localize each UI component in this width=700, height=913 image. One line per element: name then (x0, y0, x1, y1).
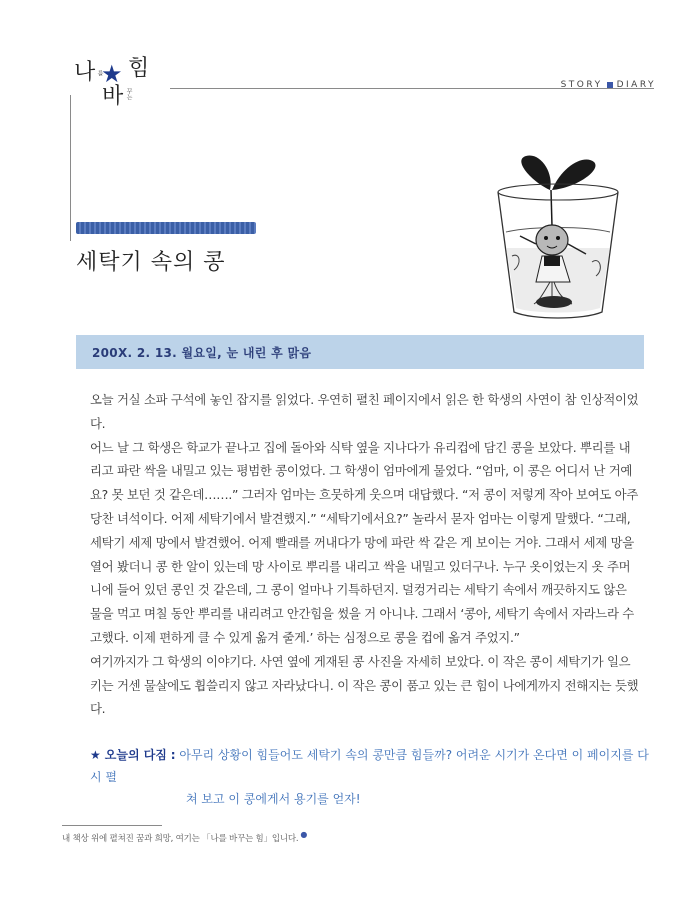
body-line: 당찬 녀석이다. 어제 세탁기에서 발견했지.” “세탁기에서요?” 놀라서 묻자 엄마는 이렇게 말했다. “그래, (90, 510, 631, 526)
star-icon: ★ (90, 748, 101, 762)
margin-rule (70, 95, 71, 241)
body-paragraph-2 (90, 436, 650, 650)
square-icon (607, 82, 613, 88)
body-line: 리고 파란 싹을 내밀고 있는 평범한 콩이었다. 그 학생이 엄마에게 물었다. “엄마, 이 콩은 어디서 난 거예 (90, 463, 633, 479)
logo-syllable-na: 나 (74, 60, 96, 85)
body-line: 세탁기 세제 망에서 발견했어. 어제 빨래를 꺼내다가 망에 파란 싹 같은 게 보이는 거야. 그래서 세제 망을 (90, 534, 634, 550)
todays-resolution (90, 744, 650, 810)
body-line: 요? 못 보던 것 같은데…….” 그러자 엄마는 흐뭇하게 웃으며 대답했다. “저 콩이 저렇게 작아 보여도 아주 (90, 487, 638, 503)
footer-caption (62, 830, 307, 844)
star-icon: ★ (101, 60, 123, 88)
resolution-line-1 (90, 744, 650, 788)
body-paragraph-3 (90, 650, 650, 721)
body-line: 다. (90, 701, 106, 717)
series-word-story: STORY (560, 80, 603, 90)
body-line: 고했다. 이제 편하게 클 수 있게 옮겨 줄게.’ 하는 심정으로 콩을 컵에 옮겨 주었지.” (90, 629, 520, 645)
body-line: 키는 거센 물살에도 휩쓸리지 않고 자라났다니. 이 작은 콩이 품고 있는 큰 힘이 나에게까지 전해지는 듯했 (90, 677, 639, 693)
resolution-text: 아무리 상황이 힘들어도 세탁기 속의 콩만큼 힘들까? 어려운 시기가 온다면 이 페이지를 다시 펼 (90, 748, 649, 784)
footer-text: 내 책상 위에 펼쳐진 꿈과 희망, 여기는 「나를 바꾸는 힘」입니다. (62, 833, 299, 844)
dot-icon: ● (300, 830, 308, 839)
body-line: 열어 봤더니 콩 한 알이 있는데 망 사이로 뿌리를 내리고 싹을 내밀고 있더구나. 누구 옷이었는지 옷 주머 (90, 558, 631, 574)
series-word-diary: DIARY (616, 80, 656, 90)
magazine-logo (74, 56, 174, 112)
body-line: 오늘 거실 소파 구석에 놓인 잡지를 읽었다. 우연히 펼친 페이지에서 읽은 한 학생의 사연이 참 인상적이었 (90, 392, 639, 407)
bean-sprout-in-glass-illustration (492, 152, 624, 320)
resolution-line-2: 쳐 보고 이 콩에게서 용기를 얻자! (186, 792, 361, 806)
date-weather-text: 200X. 2. 13. 월요일, 눈 내린 후 맑음 (92, 346, 312, 360)
resolution-separator: : (170, 748, 176, 762)
logo-syllable-ba: 바 (102, 84, 124, 109)
resolution-label: 오늘의 다짐 (104, 748, 167, 762)
logo-syllable-him: 힘 (128, 56, 150, 81)
diary-body (90, 388, 650, 721)
logo-small-text: 를 (96, 70, 103, 76)
body-line: 여기까지가 그 학생의 이야기다. 사연 옆에 게재된 콩 사진을 자세히 보았다. 이 작은 콩이 세탁기가 일으 (90, 653, 631, 669)
body-line: 물을 먹고 며칠 동안 뿌리를 내리려고 안간힘을 썼을 거 아니냐. 그래서 ‘콩아, 세탁기 속에서 자라느라 수 (90, 606, 634, 622)
date-weather-bar (76, 335, 644, 369)
logo-small-text: 꾸는 (125, 88, 132, 100)
footer-rule (62, 825, 162, 826)
page-title: 세탁기 속의 콩 (76, 250, 226, 275)
body-line: 어느 날 그 학생은 학교가 끝나고 집에 돌아와 식탁 옆을 지나다가 유리컵에 담긴 콩을 보았다. 뿌리를 내 (90, 439, 631, 455)
body-line: 니에 들어 있던 콩인 것 같은데, 그 콩이 얼마나 기특하던지. 덜컹거리는 세탁기 속에서 깨끗하지도 않은 (90, 582, 627, 598)
title-accent-bar (76, 222, 256, 234)
series-label (561, 80, 656, 90)
body-line: 다. (90, 415, 106, 431)
body-paragraph-1 (90, 388, 650, 436)
